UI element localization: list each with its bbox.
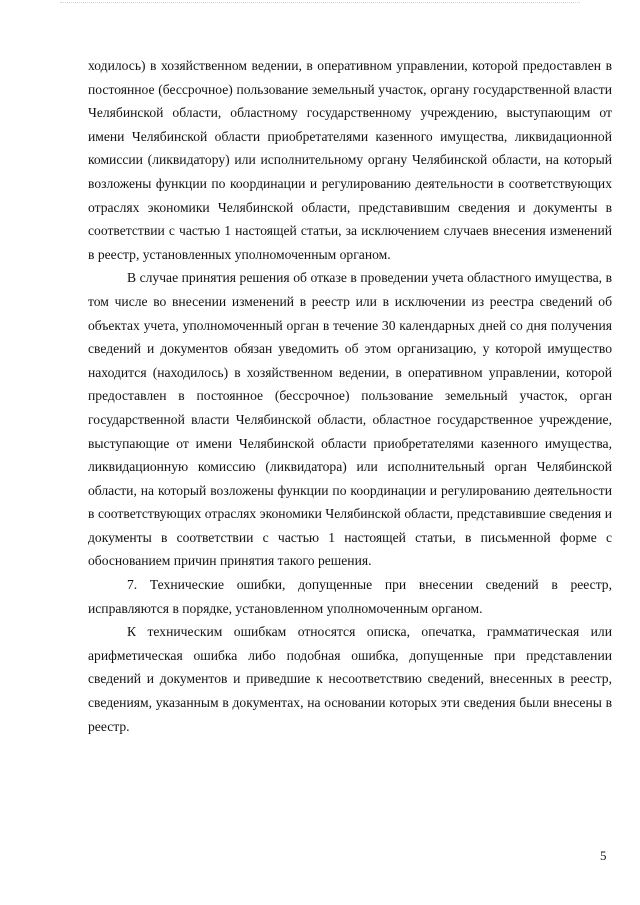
document-body — [88, 54, 612, 738]
scan-artifact-line — [60, 2, 580, 8]
page-number: 5 — [600, 848, 607, 863]
paragraph-continuation: ходилось) в хозяйственном ведении, в оперативном управлении, которой предоставлен в постоянное (бессрочное) пользование земельный участок, органу государственной власти Челябинской области, областному государственному учреждению, выступающим от имени Челябинской области приобретателями казенного имущества, ликвидационной комиссии (ликвидатору) или исполнительному органу Челябинской области, на который возложены функции по координации и регулированию деятельности в соответствующих отраслях экономики Челябинской области, представившим сведения и документы в соответствии с частью 1 настоящей статьи, за исключением случаев внесения изменений в реестр, установленных уполномоченным органом. — [88, 58, 612, 262]
paragraph-technical-errors-definition: К техническим ошибкам относятся описка, опечатка, грамматическая или арифметическая ошибка либо подобная ошибка, допущенные при представлении сведений и документов и приведшие к несоответствию сведений, внесенных в реестр, сведениям, указанным в документах, на основании которых эти сведения были внесены в реестр. — [88, 624, 612, 734]
paragraph-refusal-decision: В случае принятия решения об отказе в проведении учета областного имущества, в том числе во внесении изменений в реестр или в исключении из реестра сведений об объектах учета, уполномоченный орган в течение 30 календарных дней со дня получения сведений и документов обязан уведомить об этом организацию, у которой имущество находится (находилось) в хозяйственном ведении, в оперативном управлении, которой предоставлен в постоянное (бессрочное) пользование земельный участок, орган государственной власти Челябинской области, областное государственное учреждение, выступающие от имени Челябинской области приобретателями казенного имущества, ликвидационную комиссию (ликвидатора) или исполнительный орган Челябинской области, на который возложены функции по координации и регулированию деятельности в соответствующих отраслях экономики Челябинской области, представившие сведения и документы в соответствии с частью 1 настоящей статьи, в письменной форме с обоснованием причин принятия такого решения. — [88, 270, 612, 569]
paragraph-technical-errors: 7. Технические ошибки, допущенные при внесении сведений в реестр, исправляются в порядке, установленном уполномоченным органом. — [88, 577, 612, 616]
